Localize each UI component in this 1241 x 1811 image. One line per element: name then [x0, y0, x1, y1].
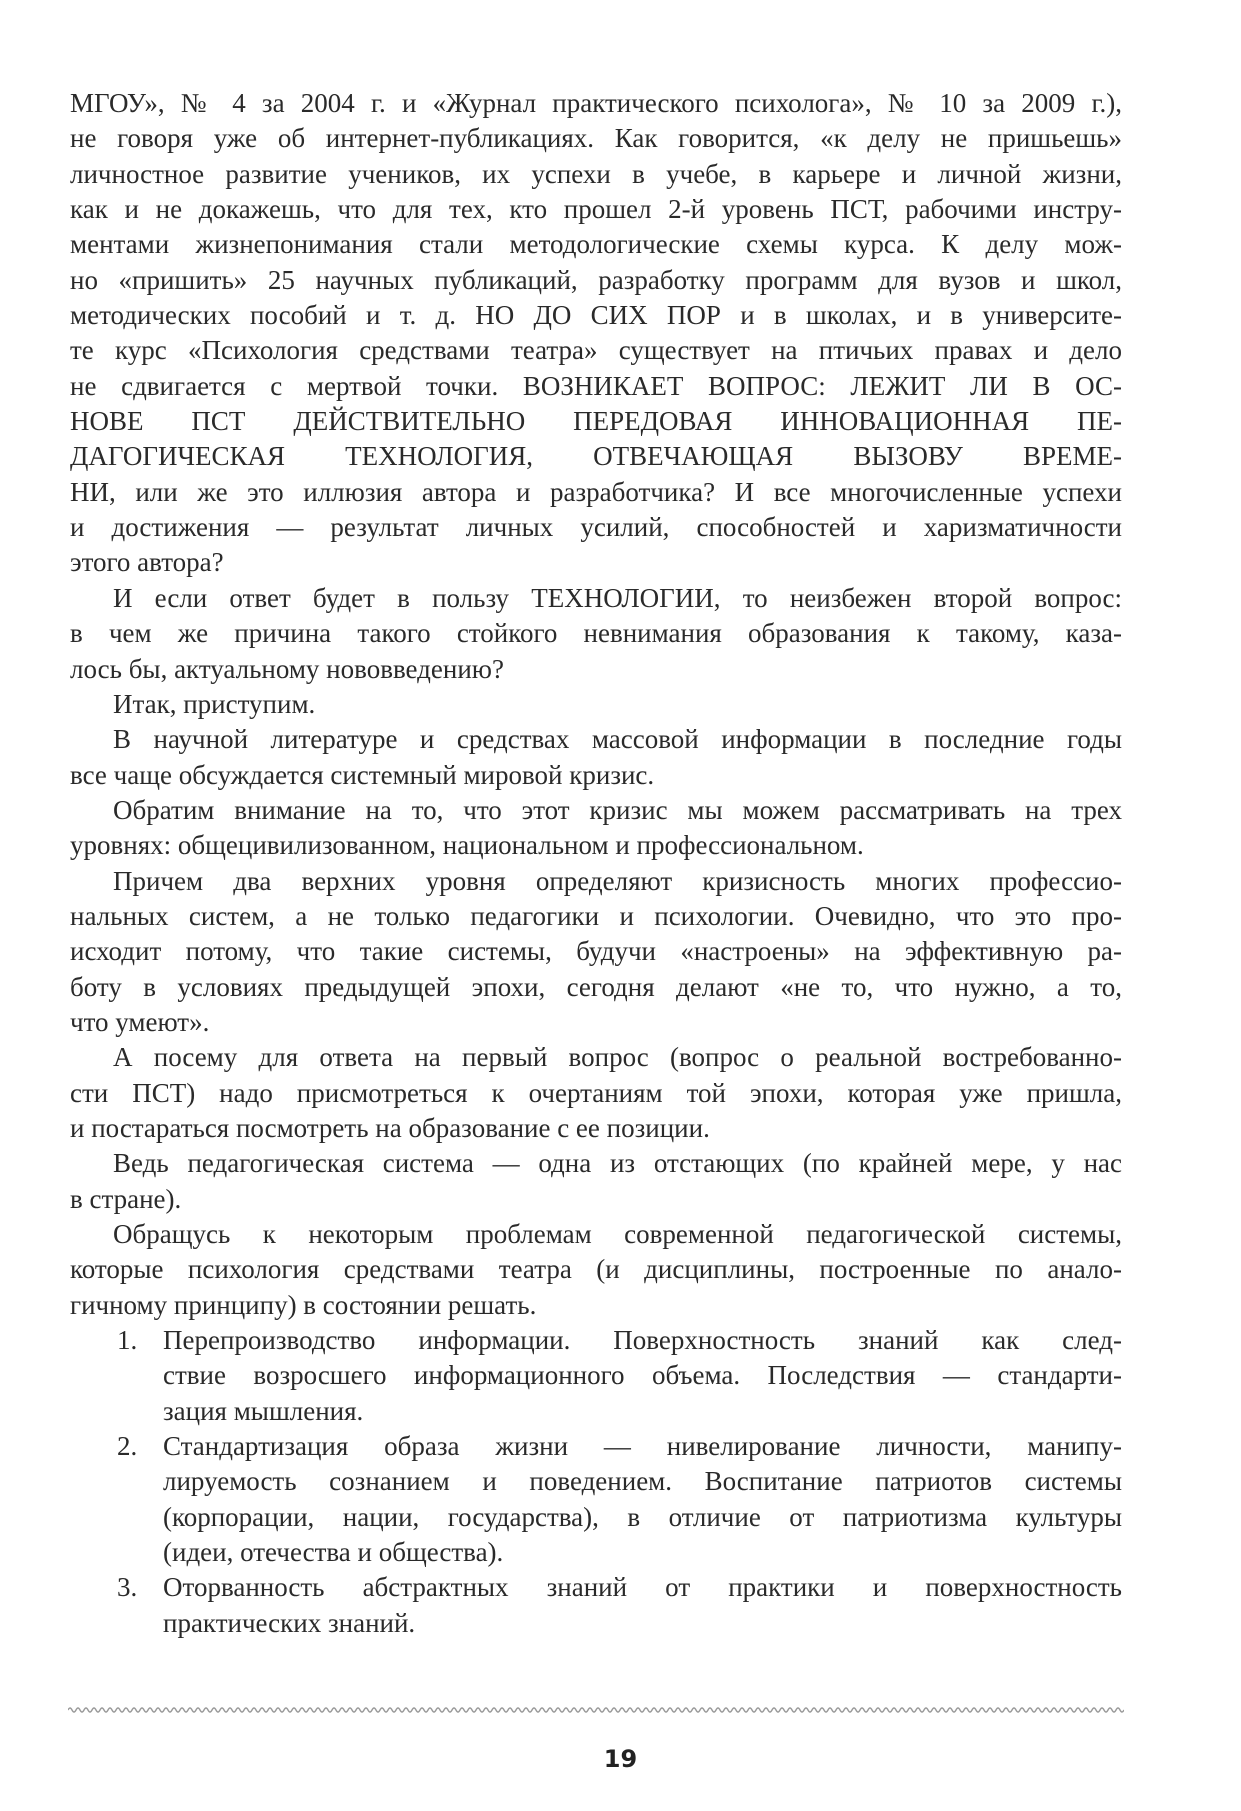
text-line: Обращусь к некоторым проблемам современной педагогической системы,: [113, 1219, 1122, 1249]
text-line: НИ, или же это иллюзия автора и разработчика? И все многочисленные успехи: [70, 476, 1122, 507]
text-line: Оторванность абстрактных знаний от практики и поверхностность: [163, 1572, 1122, 1603]
text-line: этого автора?: [70, 547, 224, 578]
text-line: Обратим внимание на то, что этот кризис мы можем рассматривать на трех: [113, 794, 1122, 825]
text-line: личностное развитие учеников, их успехи в учебе, в карьере и личной жизни,: [70, 158, 1122, 189]
paragraph: [70, 722, 1122, 793]
text-line: Ведь педагогическая система — одна из отстающих (по крайней мере, у нас: [113, 1148, 1122, 1179]
text-line: В научной литературе и средствах массовой информации в последние годы: [113, 724, 1122, 755]
page-body-text: [70, 86, 1122, 1641]
text-line: Причем два верхних уровня определяют кризисность многих профессио-: [113, 865, 1122, 896]
paragraph: [70, 581, 1122, 687]
text-line: и достижения — результат личных усилий, способностей и харизматичности: [70, 512, 1122, 543]
text-line: ДАГОГИЧЕСКАЯ ТЕХНОЛОГИЯ, ОТВЕЧАЮЩАЯ ВЫЗОВУ ВРЕМЕ-: [70, 441, 1122, 472]
text-line: лось бы, актуальному нововведению?: [70, 653, 504, 684]
text-line: но «пришить» 25 научных публикаций, разработку программ для вузов и школ,: [70, 264, 1122, 295]
text-line: НОВЕ ПСТ ДЕЙСТВИТЕЛЬНО ПЕРЕДОВАЯ ИННОВАЦИОННАЯ ПЕ-: [70, 406, 1122, 437]
paragraph: [70, 864, 1122, 1041]
text-line: методических пособий и т. д. НО ДО СИХ ПОР и в школах, и в университе-: [70, 300, 1122, 331]
paragraph: [70, 793, 1122, 864]
text-line: (корпорации, нации, государства), в отличие от патриотизма культуры: [163, 1501, 1122, 1532]
text-line: сти ПСТ) надо присмотреться к очертаниям той эпохи, которая уже пришла,: [70, 1077, 1122, 1108]
text-line: гичному принципу) в состоянии решать.: [70, 1289, 537, 1320]
text-line: что умеют».: [70, 1006, 210, 1037]
paragraph: [70, 1040, 1122, 1146]
text-line: А посему для ответа на первый вопрос (вопрос о реальной востребованно-: [113, 1042, 1122, 1073]
text-line: в чем же причина такого стойкого невнимания образования к такому, каза-: [70, 618, 1122, 649]
text-line: не сдвигается с мертвой точки. ВОЗНИКАЕТ ВОПРОС: ЛЕЖИТ ЛИ В ОС-: [70, 370, 1122, 401]
page-number: 19: [603, 1745, 638, 1773]
list-item: [70, 1429, 1122, 1570]
text-line: все чаще обсуждается системный мировой кризис.: [70, 759, 655, 790]
paragraph: [70, 687, 1122, 722]
text-line: не говоря уже об интернет-публикациях. Как говорится, «к делу не пришьешь»: [70, 123, 1122, 154]
text-line: ствие возросшего информационного объема. Последствия — стандарти-: [163, 1360, 1122, 1391]
text-line: Итак, приступим.: [113, 688, 316, 719]
list-item: [70, 1570, 1122, 1641]
list-item: [70, 1323, 1122, 1429]
text-line: и постараться посмотреть на образование с ее позиции.: [70, 1112, 710, 1143]
text-line: Перепроизводство информации. Поверхностность знаний как след-: [163, 1325, 1122, 1356]
footer-wavy-rule: [68, 1703, 1124, 1717]
text-line: те курс «Психология средствами театра» существует на птичьих правах и дело: [70, 335, 1122, 366]
text-line: исходит потому, что такие системы, будучи «настроены» на эффективную ра-: [70, 936, 1122, 967]
paragraph: [70, 1217, 1122, 1323]
text-line: Стандартизация образа жизни — нивелирование личности, манипу-: [163, 1431, 1122, 1462]
text-line: лируемость сознанием и поведением. Воспитание патриотов системы: [163, 1466, 1122, 1497]
list-item-number: 1.: [117, 1325, 138, 1356]
text-line: нальных систем, а не только педагогики и психологии. Очевидно, что это про-: [70, 900, 1122, 931]
text-line: уровнях: общецивилизованном, национальном и профессиональном.: [70, 830, 864, 861]
text-line: которые психология средствами театра (и дисциплины, построенные по анало-: [70, 1254, 1122, 1285]
text-line: боту в условиях предыдущей эпохи, сегодня делают «не то, что нужно, а то,: [70, 971, 1122, 1002]
text-line: зация мышления.: [163, 1395, 364, 1426]
text-line: И если ответ будет в пользу ТЕХНОЛОГИИ, то неизбежен второй вопрос:: [113, 582, 1122, 613]
text-line: практических знаний.: [163, 1607, 416, 1638]
text-line: ментами жизнепонимания стали методологические схемы курса. К делу мож-: [70, 229, 1122, 260]
text-line: МГОУ», № 4 за 2004 г. и «Журнал практического психолога», № 10 за 2009 г.),: [70, 88, 1122, 118]
paragraph: [70, 86, 1122, 581]
text-line: в стране).: [70, 1183, 182, 1214]
text-line: как и не докажешь, что для тех, кто прошел 2-й уровень ПСТ, рабочими инстру-: [70, 194, 1122, 225]
list-item-number: 2.: [117, 1431, 138, 1462]
list-item-number: 3.: [117, 1572, 138, 1603]
paragraph: [70, 1146, 1122, 1217]
text-line: (идеи, отечества и общества).: [163, 1537, 504, 1568]
